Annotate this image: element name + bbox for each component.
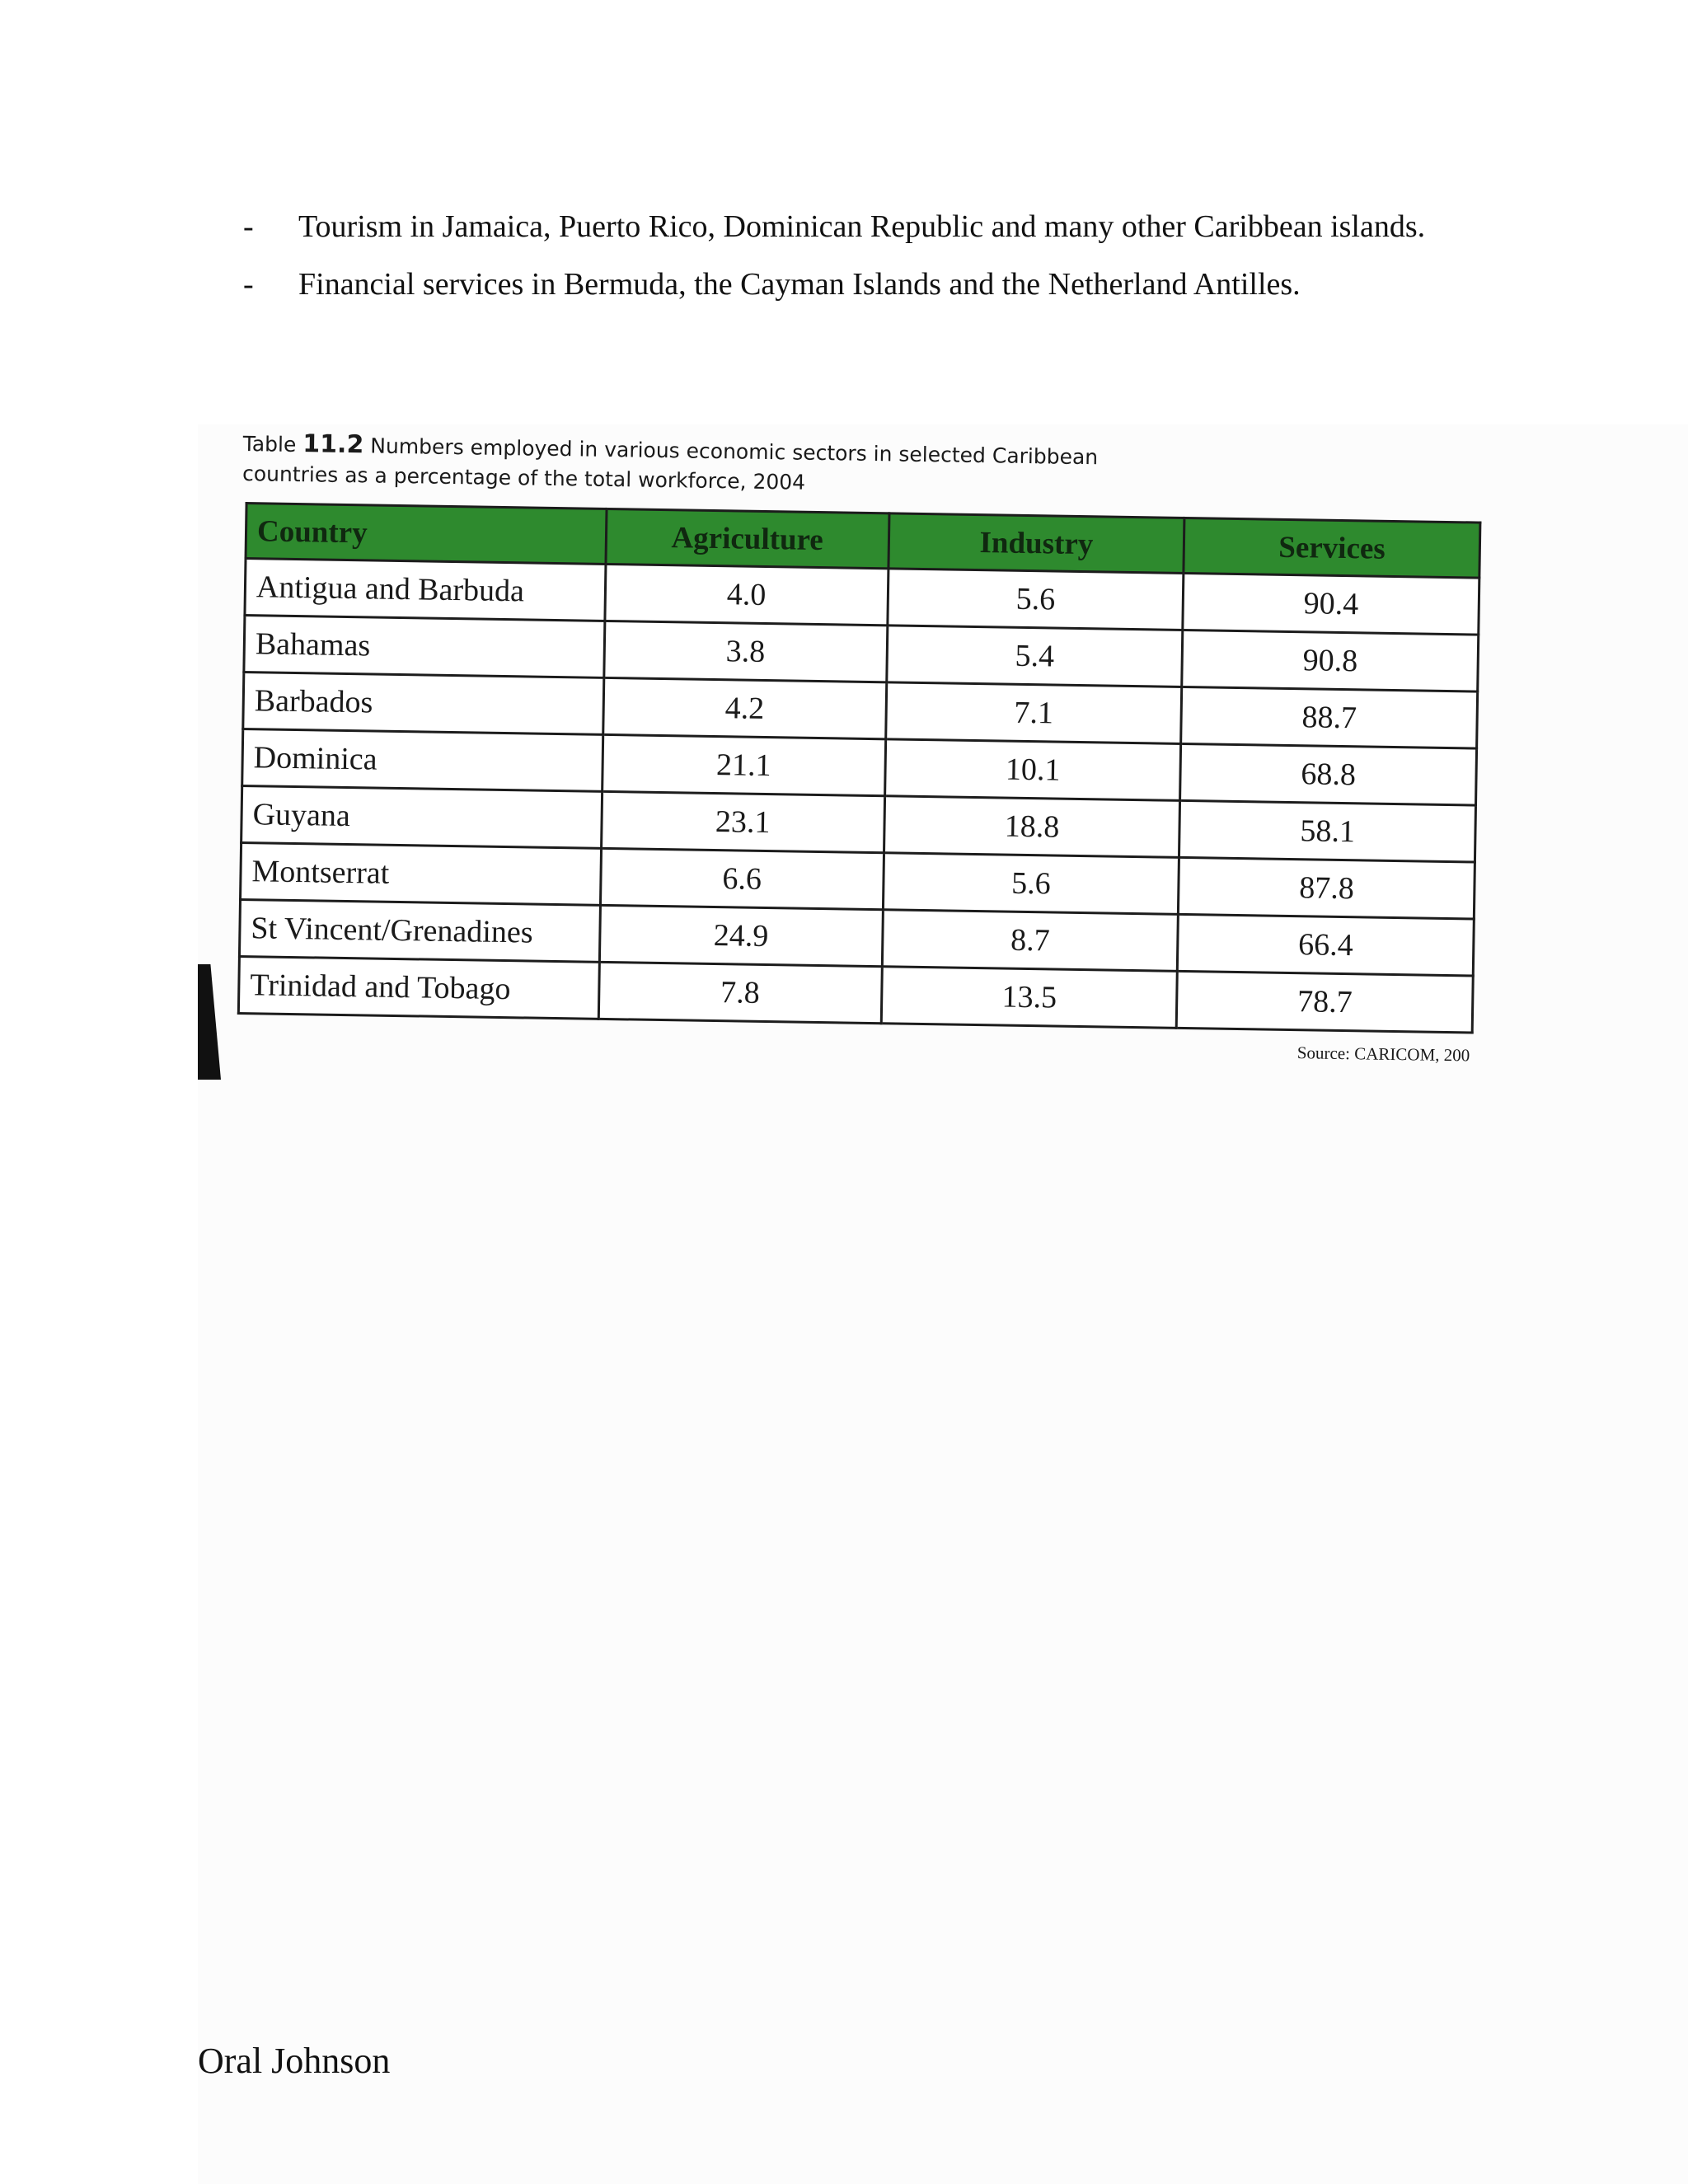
cell-services: 88.7 — [1181, 687, 1478, 748]
employment-table — [237, 502, 1482, 1033]
bullet-text: Financial services in Bermuda, the Cayman Islands and the Netherland Antilles. — [298, 267, 1301, 302]
cell-agriculture: 4.0 — [605, 564, 889, 625]
cell-country: Trinidad and Tobago — [238, 957, 599, 1019]
cell-country: Bahamas — [244, 616, 605, 678]
header-services: Services — [1184, 518, 1480, 578]
cell-country: St Vincent/Grenadines — [239, 900, 600, 963]
cell-industry: 5.4 — [886, 626, 1183, 687]
cell-services: 66.4 — [1178, 914, 1475, 976]
cell-country: Antigua and Barbuda — [245, 559, 606, 621]
header-agriculture: Agriculture — [606, 509, 889, 568]
bullet-dash: - — [243, 267, 254, 302]
cell-agriculture: 21.1 — [602, 734, 885, 795]
cell-services: 90.4 — [1183, 573, 1479, 635]
cell-services: 90.8 — [1182, 630, 1479, 691]
cell-country: Guyana — [241, 786, 603, 849]
cell-agriculture: 4.2 — [603, 677, 886, 738]
caption-text: Numbers employed in various economic sectors in selected Caribbean countries as a percentage of the total workforce, 2004 — [241, 434, 1099, 494]
caption-number: 11.2 — [302, 429, 364, 460]
cell-services: 78.7 — [1177, 971, 1474, 1033]
cell-industry: 7.1 — [885, 682, 1182, 744]
cell-industry: 8.7 — [882, 910, 1179, 972]
cell-services: 68.8 — [1180, 743, 1477, 805]
bullet-dash: - — [243, 209, 254, 244]
header-country: Country — [246, 504, 607, 565]
cell-services: 58.1 — [1179, 800, 1476, 862]
cell-industry: 5.6 — [883, 853, 1179, 915]
cell-services: 87.8 — [1179, 857, 1475, 919]
cell-industry: 13.5 — [881, 967, 1178, 1029]
cell-agriculture: 6.6 — [600, 848, 884, 909]
caption-label: Table — [242, 431, 297, 457]
table-figure — [233, 429, 1492, 1066]
cell-agriculture: 3.8 — [603, 621, 887, 682]
cell-industry: 18.8 — [884, 796, 1180, 858]
bullet-item — [243, 255, 1479, 313]
cell-country: Barbados — [243, 673, 604, 735]
header-industry: Industry — [889, 513, 1185, 574]
author-name: Oral Johnson — [198, 2041, 391, 2081]
table-source: Source: CARICOM, 200 — [1296, 1043, 1470, 1066]
cell-industry: 10.1 — [884, 739, 1181, 801]
bullet-text: Tourism in Jamaica, Puerto Rico, Dominican Republic and many other Caribbean islands. — [298, 209, 1426, 244]
bullet-list — [243, 198, 1479, 313]
cell-industry: 5.6 — [888, 569, 1184, 630]
cell-agriculture: 24.9 — [599, 905, 883, 966]
cell-country: Montserrat — [241, 843, 602, 906]
cell-agriculture: 23.1 — [601, 791, 884, 852]
cell-agriculture: 7.8 — [598, 962, 882, 1023]
cell-country: Dominica — [242, 729, 603, 792]
bullet-item — [243, 198, 1479, 255]
